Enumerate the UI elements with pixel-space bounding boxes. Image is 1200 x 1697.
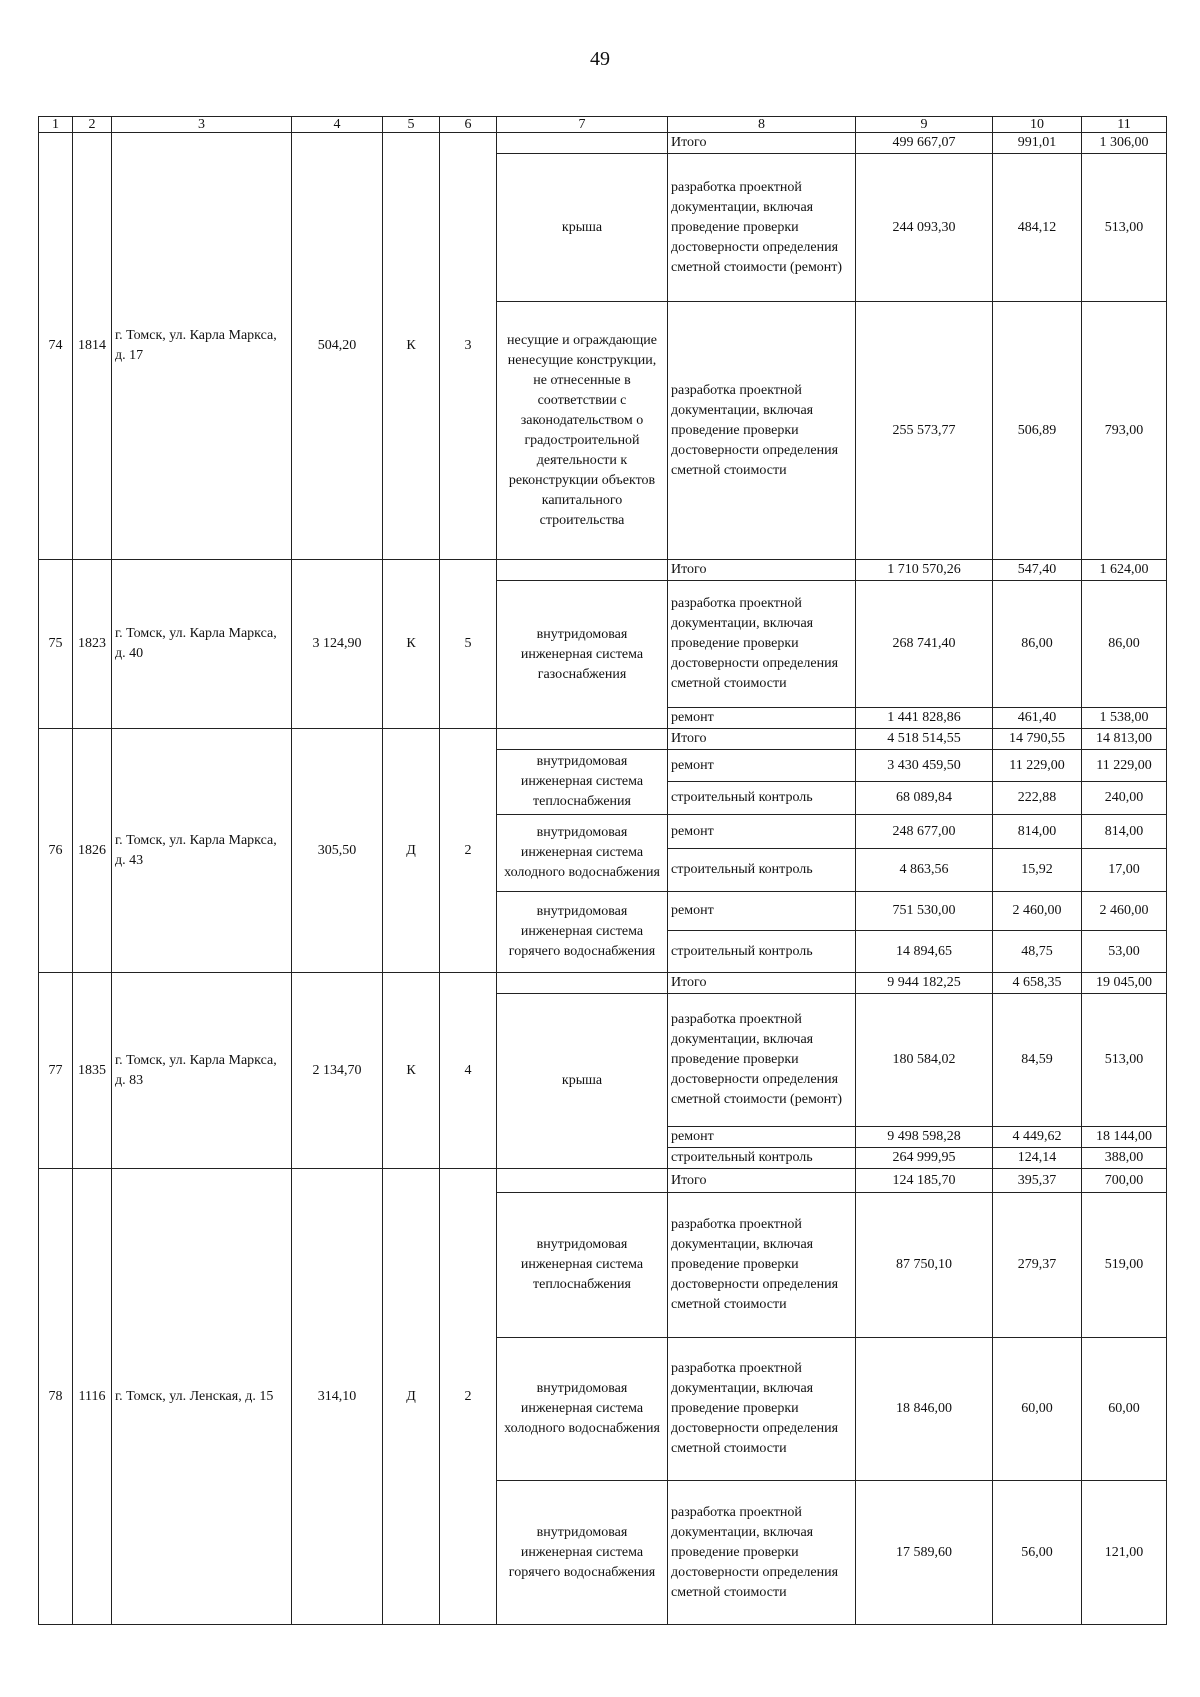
repair-type: Д — [383, 1169, 440, 1625]
work-cost: 4 863,56 — [856, 849, 993, 892]
total-cost-per-sqm: 547,40 — [993, 560, 1082, 581]
work-type: ремонт — [668, 892, 856, 931]
work-cost: 1 441 828,86 — [856, 708, 993, 729]
total-cost: 1 710 570,26 — [856, 560, 993, 581]
work-type: разработка проектной документации, включая проведение проверки достоверности определения сметной стоимости — [668, 302, 856, 560]
total-limit: 14 813,00 — [1082, 729, 1167, 750]
work-cost: 9 498 598,28 — [856, 1127, 993, 1148]
work-cost-per-sqm: 4 449,62 — [993, 1127, 1082, 1148]
total-label: Итого — [668, 973, 856, 994]
work-type: ремонт — [668, 750, 856, 782]
address: г. Томск, ул. Карла Маркса, д. 43 — [112, 729, 292, 973]
work-cost: 68 089,84 — [856, 782, 993, 815]
total-cost: 9 944 182,25 — [856, 973, 993, 994]
work-type: ремонт — [668, 815, 856, 849]
work-limit: 814,00 — [1082, 815, 1167, 849]
work-type: разработка проектной документации, включая проведение проверки достоверности определения сметной стоимости — [668, 581, 856, 708]
table-body — [39, 133, 1167, 1625]
work-type: строительный контроль — [668, 782, 856, 815]
header-cell: 3 — [112, 117, 292, 133]
total-cost-per-sqm: 14 790,55 — [993, 729, 1082, 750]
structural-element: внутридомовая инженерная система холодного водоснабжения — [497, 815, 668, 892]
work-type: разработка проектной документации, включая проведение проверки достоверности определения сметной стоимости (ремонт) — [668, 994, 856, 1127]
header-cell: 2 — [73, 117, 112, 133]
work-cost-per-sqm: 48,75 — [993, 931, 1082, 973]
empty-cell — [497, 729, 668, 750]
repair-type: Д — [383, 729, 440, 973]
structural-element: крыша — [497, 154, 668, 302]
repair-type: К — [383, 133, 440, 560]
floor-count: 2 — [440, 729, 497, 973]
work-cost-per-sqm: 124,14 — [993, 1148, 1082, 1169]
group-total-row — [39, 973, 1167, 994]
house-code: 1116 — [73, 1169, 112, 1625]
structural-element: внутридомовая инженерная система газоснабжения — [497, 581, 668, 729]
work-cost-per-sqm: 2 460,00 — [993, 892, 1082, 931]
empty-cell — [497, 560, 668, 581]
work-cost: 3 430 459,50 — [856, 750, 993, 782]
header-cell: 8 — [668, 117, 856, 133]
total-cost-per-sqm: 991,01 — [993, 133, 1082, 154]
header-cell: 10 — [993, 117, 1082, 133]
header-cell: 1 — [39, 117, 73, 133]
work-limit: 11 229,00 — [1082, 750, 1167, 782]
header-cell: 4 — [292, 117, 383, 133]
work-cost: 17 589,60 — [856, 1481, 993, 1625]
work-cost-per-sqm: 84,59 — [993, 994, 1082, 1127]
structural-element: внутридомовая инженерная система холодного водоснабжения — [497, 1338, 668, 1481]
work-cost-per-sqm: 15,92 — [993, 849, 1082, 892]
work-type: строительный контроль — [668, 849, 856, 892]
total-label: Итого — [668, 560, 856, 581]
work-cost: 248 677,00 — [856, 815, 993, 849]
work-limit: 86,00 — [1082, 581, 1167, 708]
work-cost: 255 573,77 — [856, 302, 993, 560]
work-type: разработка проектной документации, включая проведение проверки достоверности определения сметной стоимости — [668, 1193, 856, 1338]
work-type: разработка проектной документации, включая проведение проверки достоверности определения сметной стоимости — [668, 1481, 856, 1625]
work-limit: 53,00 — [1082, 931, 1167, 973]
total-label: Итого — [668, 133, 856, 154]
work-cost: 87 750,10 — [856, 1193, 993, 1338]
group-total-row — [39, 729, 1167, 750]
work-limit: 60,00 — [1082, 1338, 1167, 1481]
total-area: 3 124,90 — [292, 560, 383, 729]
floor-count: 2 — [440, 1169, 497, 1625]
empty-cell — [497, 973, 668, 994]
address: г. Томск, ул. Карла Маркса, д. 83 — [112, 973, 292, 1169]
work-limit: 121,00 — [1082, 1481, 1167, 1625]
group-total-row — [39, 560, 1167, 581]
work-cost: 18 846,00 — [856, 1338, 993, 1481]
work-cost: 268 741,40 — [856, 581, 993, 708]
work-cost: 751 530,00 — [856, 892, 993, 931]
structural-element: внутридомовая инженерная система теплоснабжения — [497, 750, 668, 815]
row-number: 77 — [39, 973, 73, 1169]
header-cell: 6 — [440, 117, 497, 133]
total-area: 314,10 — [292, 1169, 383, 1625]
work-cost: 264 999,95 — [856, 1148, 993, 1169]
work-cost-per-sqm: 11 229,00 — [993, 750, 1082, 782]
total-limit: 1 624,00 — [1082, 560, 1167, 581]
work-cost: 14 894,65 — [856, 931, 993, 973]
header-cell: 5 — [383, 117, 440, 133]
work-limit: 17,00 — [1082, 849, 1167, 892]
work-cost: 180 584,02 — [856, 994, 993, 1127]
floor-count: 3 — [440, 133, 497, 560]
structural-element: внутридомовая инженерная система горячего водоснабжения — [497, 1481, 668, 1625]
address: г. Томск, ул. Карла Маркса, д. 17 — [112, 133, 292, 560]
work-type: ремонт — [668, 1127, 856, 1148]
row-number: 74 — [39, 133, 73, 560]
work-cost-per-sqm: 279,37 — [993, 1193, 1082, 1338]
work-limit: 513,00 — [1082, 994, 1167, 1127]
empty-cell — [497, 1169, 668, 1193]
header-cell: 7 — [497, 117, 668, 133]
work-limit: 793,00 — [1082, 302, 1167, 560]
work-limit: 18 144,00 — [1082, 1127, 1167, 1148]
work-cost-per-sqm: 814,00 — [993, 815, 1082, 849]
work-type: разработка проектной документации, включая проведение проверки достоверности определения сметной стоимости (ремонт) — [668, 154, 856, 302]
repair-type: К — [383, 973, 440, 1169]
work-cost: 244 093,30 — [856, 154, 993, 302]
work-cost-per-sqm: 484,12 — [993, 154, 1082, 302]
structural-element: крыша — [497, 994, 668, 1169]
column-number-row — [39, 117, 1167, 133]
work-limit: 1 538,00 — [1082, 708, 1167, 729]
work-limit: 388,00 — [1082, 1148, 1167, 1169]
group-total-row — [39, 1169, 1167, 1193]
floor-count: 4 — [440, 973, 497, 1169]
work-limit: 240,00 — [1082, 782, 1167, 815]
house-code: 1826 — [73, 729, 112, 973]
work-limit: 519,00 — [1082, 1193, 1167, 1338]
header-cell: 9 — [856, 117, 993, 133]
house-code: 1835 — [73, 973, 112, 1169]
structural-element: внутридомовая инженерная система горячего водоснабжения — [497, 892, 668, 973]
work-type: разработка проектной документации, включая проведение проверки достоверности определения сметной стоимости — [668, 1338, 856, 1481]
work-limit: 513,00 — [1082, 154, 1167, 302]
row-number: 76 — [39, 729, 73, 973]
empty-cell — [497, 133, 668, 154]
work-type: ремонт — [668, 708, 856, 729]
work-cost-per-sqm: 56,00 — [993, 1481, 1082, 1625]
total-area: 504,20 — [292, 133, 383, 560]
total-area: 2 134,70 — [292, 973, 383, 1169]
house-code: 1823 — [73, 560, 112, 729]
row-number: 78 — [39, 1169, 73, 1625]
total-limit: 1 306,00 — [1082, 133, 1167, 154]
work-limit: 2 460,00 — [1082, 892, 1167, 931]
capital-repair-table — [38, 116, 1167, 1625]
total-cost-per-sqm: 4 658,35 — [993, 973, 1082, 994]
total-cost: 124 185,70 — [856, 1169, 993, 1193]
structural-element: внутридомовая инженерная система теплоснабжения — [497, 1193, 668, 1338]
group-total-row — [39, 133, 1167, 154]
work-cost-per-sqm: 86,00 — [993, 581, 1082, 708]
work-cost-per-sqm: 461,40 — [993, 708, 1082, 729]
total-label: Итого — [668, 729, 856, 750]
work-cost-per-sqm: 222,88 — [993, 782, 1082, 815]
work-cost-per-sqm: 506,89 — [993, 302, 1082, 560]
total-limit: 700,00 — [1082, 1169, 1167, 1193]
address: г. Томск, ул. Ленская, д. 15 — [112, 1169, 292, 1625]
work-type: строительный контроль — [668, 1148, 856, 1169]
repair-type: К — [383, 560, 440, 729]
total-cost: 4 518 514,55 — [856, 729, 993, 750]
total-limit: 19 045,00 — [1082, 973, 1167, 994]
total-area: 305,50 — [292, 729, 383, 973]
floor-count: 5 — [440, 560, 497, 729]
row-number: 75 — [39, 560, 73, 729]
total-cost: 499 667,07 — [856, 133, 993, 154]
address: г. Томск, ул. Карла Маркса, д. 40 — [112, 560, 292, 729]
house-code: 1814 — [73, 133, 112, 560]
work-cost-per-sqm: 60,00 — [993, 1338, 1082, 1481]
structural-element: несущие и ограждающие ненесущие конструкции, не отнесенные в соответствии с законодательством о градостроительной деятельности к реконструкции объектов капитального строительства — [497, 302, 668, 560]
total-cost-per-sqm: 395,37 — [993, 1169, 1082, 1193]
page-number: 49 — [590, 48, 610, 70]
total-label: Итого — [668, 1169, 856, 1193]
header-cell: 11 — [1082, 117, 1167, 133]
work-type: строительный контроль — [668, 931, 856, 973]
